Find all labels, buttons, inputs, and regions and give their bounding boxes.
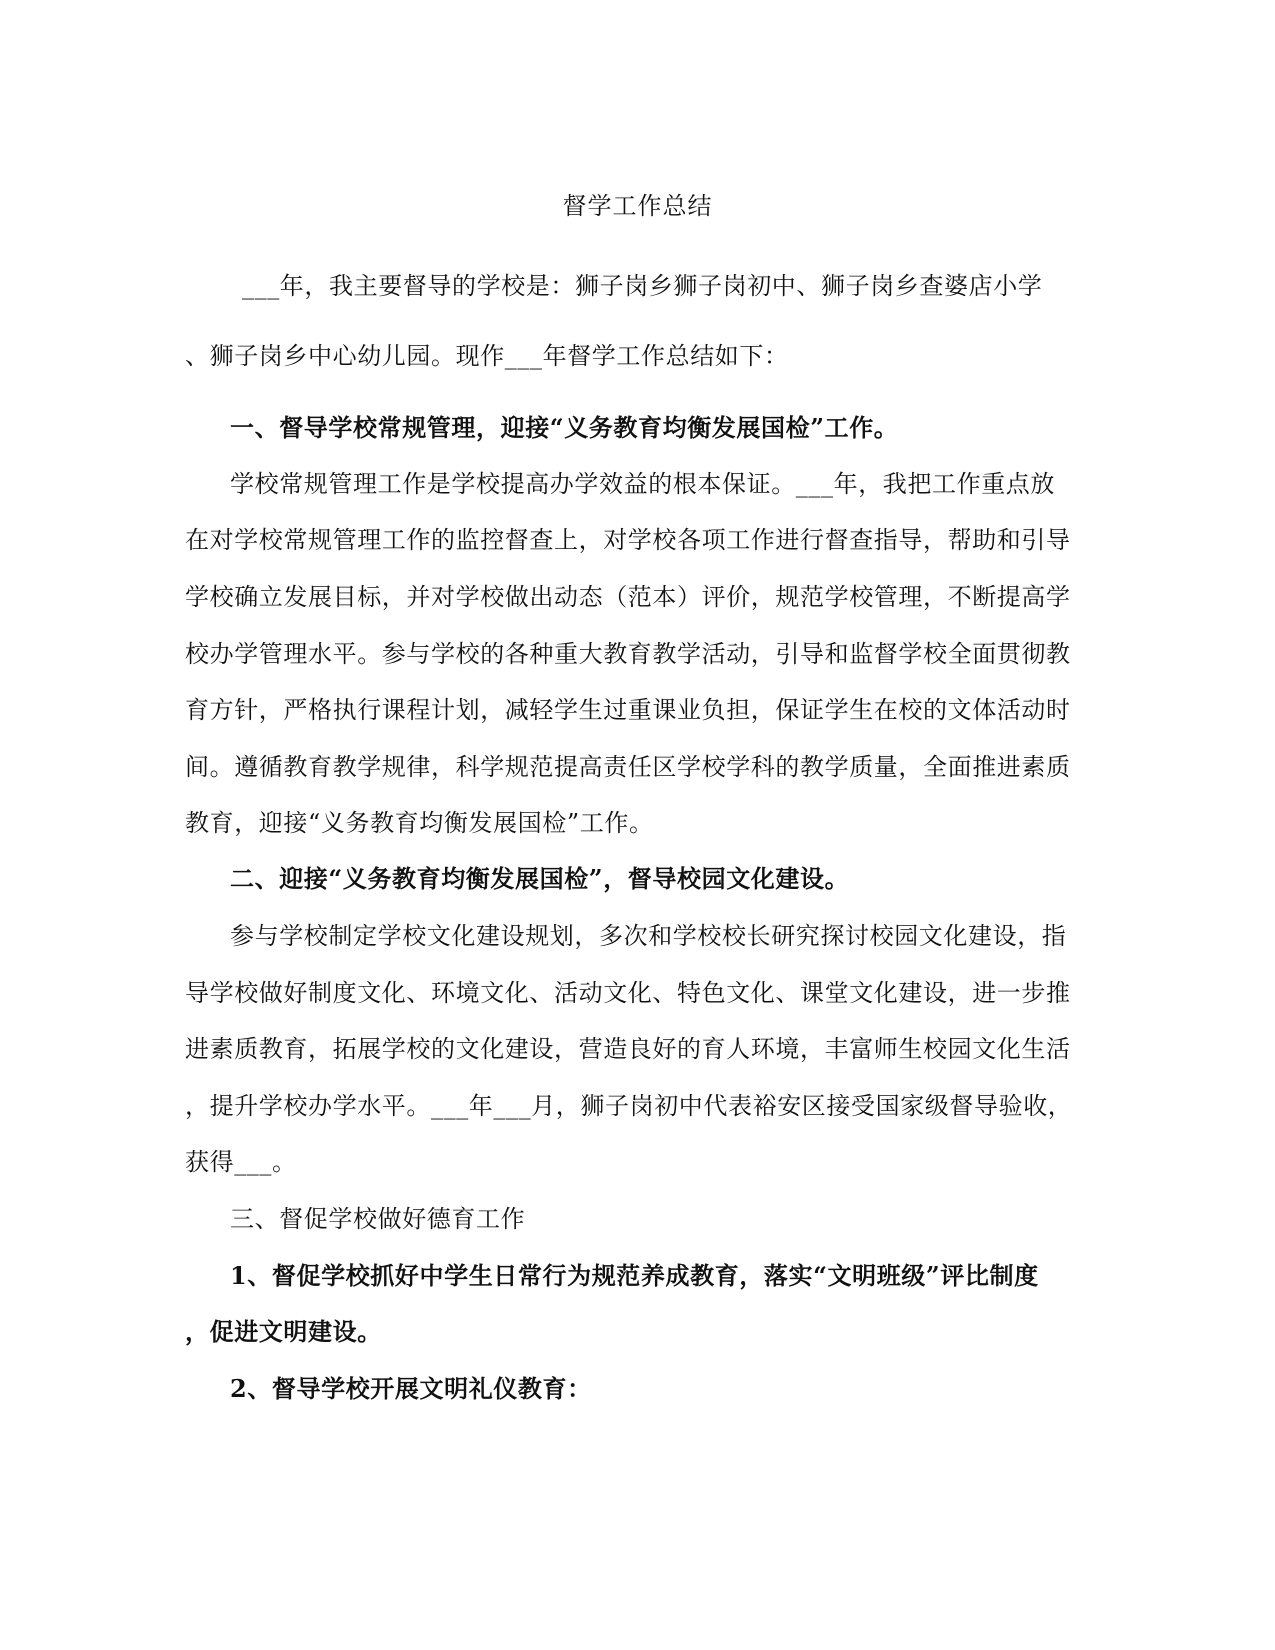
paragraph-1-line-3: 学校确立发展目标，并对学校做出动态（范本）评价，规范学校管理，不断提高学 (185, 583, 1071, 611)
section-heading-2: 二、迎接“义务教育均衡发展国检”，督导校园文化建设。 (230, 864, 850, 893)
paragraph-2-line-2: 导学校做好制度文化、环境文化、活动文化、特色文化、课堂文化建设，进一步推 (185, 979, 1071, 1007)
item-1-line-1: 1、督促学校抓好中学生日常行为规范养成教育，落实“文明班级”评比制度 (230, 1261, 1039, 1290)
paragraph-1-line-6: 间。遵循教育教学规律，科学规范提高责任区学校学科的教学质量，全面推进素质 (185, 753, 1071, 781)
item-2-line-1: 2、督导学校开展文明礼仪教育： (230, 1374, 592, 1403)
paragraph-2-line-5: 获得___。 (185, 1148, 297, 1176)
document-title: 督学工作总结 (562, 192, 713, 220)
section-heading-1: 一、督导学校常规管理，迎接“义务教育均衡发展国检”工作。 (230, 413, 899, 442)
section-heading-3: 三、督促学校做好德育工作 (230, 1205, 526, 1233)
paragraph-2-line-4: ，提升学校办学水平。___年___月，狮子岗初中代表裕安区接受国家级督导验收， (185, 1092, 1073, 1120)
item-1-line-2: ，促进文明建设。 (185, 1317, 382, 1346)
paragraph-1-line-7: 教育，迎接“义务教育均衡发展国检”工作。 (185, 809, 654, 837)
paragraph-1-line-2: 在对学校常规管理工作的监控督查上，对学校各项工作进行督查指导，帮助和引导 (185, 526, 1071, 554)
paragraph-1-line-1: 学校常规管理工作是学校提高办学效益的根本保证。___年，我把工作重点放 (230, 470, 1055, 498)
intro-line-1: ___年，我主要督导的学校是：狮子岗乡狮子岗初中、狮子岗乡查婆店小学 (242, 272, 1043, 300)
intro-line-2: 、狮子岗乡中心幼儿园。现作___年督学工作总结如下： (185, 342, 789, 370)
paragraph-1-line-5: 育方针，严格执行课程计划，减轻学生过重课业负担，保证学生在校的文体活动时 (185, 696, 1071, 724)
paragraph-1-line-4: 校办学管理水平。参与学校的各种重大教育教学活动，引导和监督学校全面贯彻教 (185, 640, 1071, 668)
paragraph-2-line-3: 进素质教育，拓展学校的文化建设，营造良好的育人环境，丰富师生校园文化生活 (185, 1035, 1071, 1063)
paragraph-2-line-1: 参与学校制定学校文化建设规划，多次和学校校长研究探讨校园文化建设，指 (230, 922, 1067, 950)
